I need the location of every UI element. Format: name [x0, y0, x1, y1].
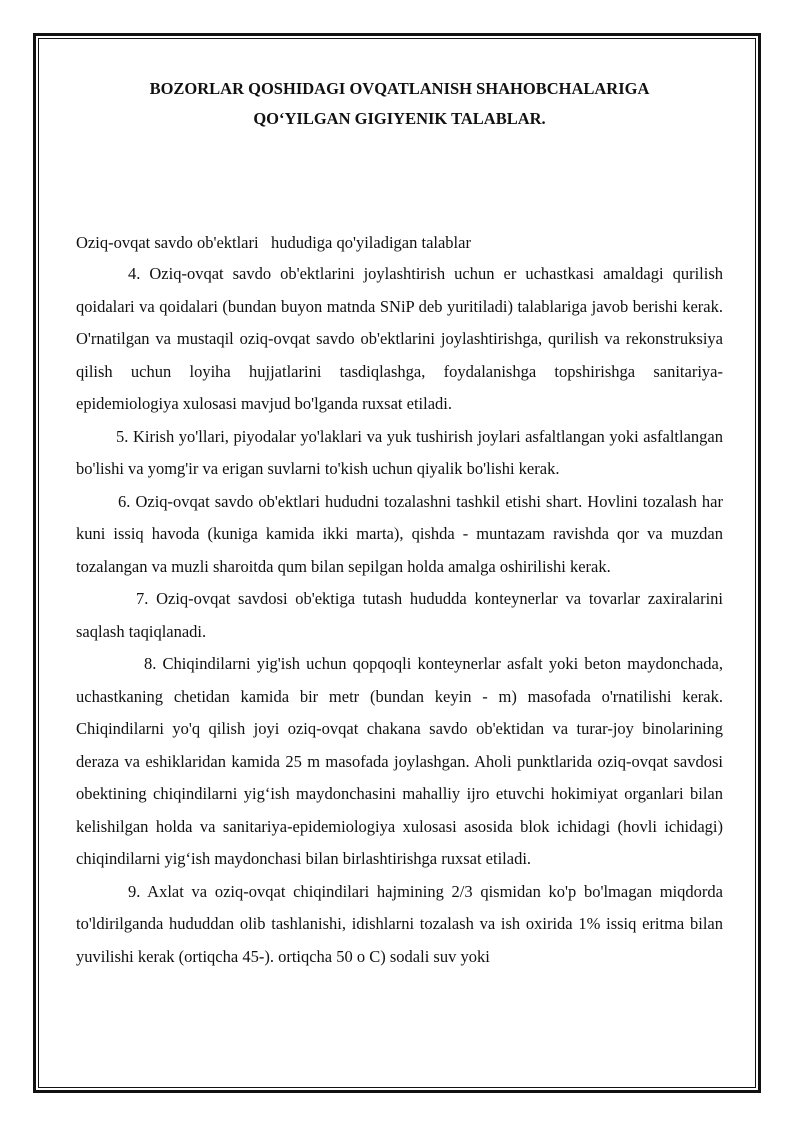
paragraph-6: 6. Oziq-ovqat savdo ob'ektlari hududni tozalashni tashkil etishi shart. Hovlini tozalash har kuni issiq havoda (kuniga kamida ikki marta), qishda - muntazam ravishda qor va muzdan tozalangan va muzli sharoitda qum bilan sepilgan holda amalga oshirilishi kerak.	[76, 491, 723, 576]
section-subheading: Oziq-ovqat savdo ob'ektlari hududiga qo'yiladigan talablar	[76, 233, 471, 252]
paragraph-9: 9. Axlat va oziq-ovqat chiqindilari hajmining 2/3 qismidan ko'p bo'lmagan miqdorda to'ldirilganda hududdan olib tashlanishi, idishlarni tozalash va ish oxirida 1% issiq eritma bilan yuvilishi kerak (ortiqcha 45-). ortiqcha 50 o C) sodali suv yoki	[76, 881, 723, 966]
title-line-1: BOZORLAR QOSHIDAGI OVQATLANISH SHAHOBCHALARIGA	[149, 79, 650, 98]
document-body	[76, 74, 723, 973]
paragraph-8: 8. Chiqindilarni yig'ish uchun qopqoqli konteynerlar asfalt yoki beton maydonchada, uchastkaning chetidan kamida bir metr (bundan keyin - m) masofada o'rnatilishi kerak. Chiqindilarni yo'q qilish joyi oziq-ovqat chakana savdo ob'ektidan va turar-joy binolarining deraza va eshiklaridan kamida 25 m masofada joylashgan. Aholi punktlarida oziq-ovqat savdosi obektining chiqindilarni yig‘ish maydonchasini mahalliy ijro etuvchi hokimiyat organlari bilan kelishilgan holda va sanitariya-epidemiologiya xulosasi asosida blok ichidagi (hovli ichidagi) chiqindilarni yig‘ish maydonchasi bilan birlashtirishga ruxsat etiladi.	[76, 654, 723, 868]
paragraph-4: 4. Oziq-ovqat savdo ob'ektlarini joylashtirish uchun er uchastkasi amaldagi qurilish qoidalari va qoidalari (bundan buyon matnda SNiP deb yuritiladi) talablariga javob berishi kerak. O'rnatilgan va mustaqil oziq-ovqat savdo ob'ektlarini joylashtirishga, qurilish va rekonstruksiya qilish uchun loyiha hujjatlarini tasdiqlashga, foydalanishga topshirishga sanitariya-epidemiologiya xulosasi mavjud bo'lganda ruxsat etiladi.	[76, 264, 723, 413]
paragraph-7: 7. Oziq-ovqat savdosi ob'ektiga tutash hududda konteynerlar va tovarlar zaxiralarini saqlash taqiqlanadi.	[76, 589, 723, 641]
document-title	[76, 74, 723, 134]
title-line-2: QO‘YILGAN GIGIYENIK TALABLAR.	[253, 109, 546, 128]
paragraph-5: 5. Kirish yo'llari, piyodalar yo'laklari va yuk tushirish joylari asfaltlangan yoki asfaltlangan bo'lishi va yomg'ir va erigan suvlarni to'kish uchun qiyalik bo'lishi kerak.	[76, 426, 723, 478]
